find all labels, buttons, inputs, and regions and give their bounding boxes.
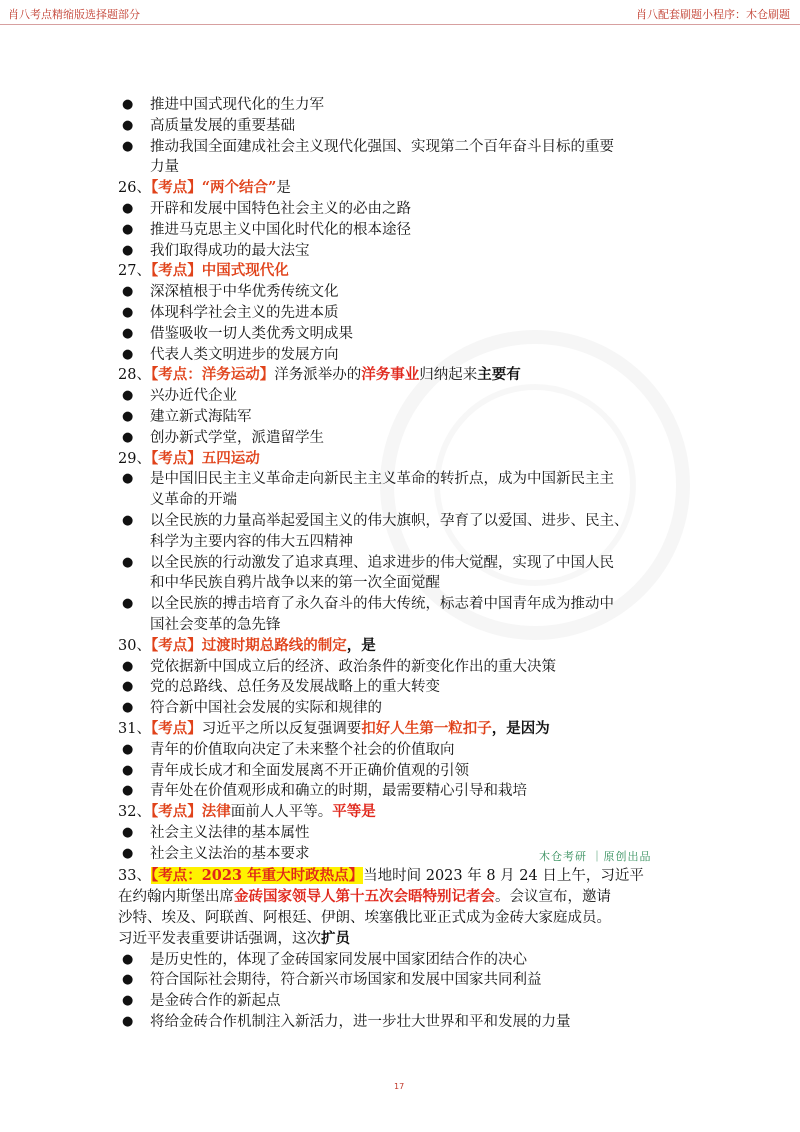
brand-stamp: 木仓考研 ｜原创出品 [539, 850, 652, 863]
bullet-item [118, 137, 698, 158]
bullet-item [118, 698, 698, 719]
topic-heading [118, 261, 698, 282]
bullet-continuation [118, 573, 698, 594]
text-run: 义革命的开端 [150, 492, 237, 509]
bullet-item [118, 823, 698, 844]
text-run: 【考点】中国式现代化 [150, 262, 289, 280]
header-left-title: 肖八考点精缩版选择题部分 [8, 8, 140, 21]
topic-heading [118, 908, 698, 929]
text-run: 我们取得成功的最大法宝 [150, 242, 310, 259]
text-run: 借鉴吸收一切人类优秀文明成果 [150, 325, 353, 342]
text-run: 是 [276, 180, 291, 197]
topic-heading [118, 866, 698, 887]
bullet-item [118, 116, 698, 137]
bullet-item [118, 594, 698, 615]
bullet-item [118, 740, 698, 761]
text-run: 青年的价值取向决定了未来整个社会的价值取向 [150, 741, 455, 758]
bullet-item [118, 386, 698, 407]
bullet-item [118, 428, 698, 449]
text-run: 青年成长成才和全面发展离不开正确价值观的引领 [150, 762, 469, 779]
text-run: 31、 [118, 720, 151, 737]
text-run: 力量 [150, 159, 179, 176]
text-run: 是历史性的，体现了金砖国家同发展中国家团结合作的决心 [150, 951, 527, 968]
text-run: 扣好人生第一粒扣子 [361, 719, 492, 737]
bullet-item [118, 241, 698, 262]
text-run: 党依据新中国成立后的经济、政治条件的新变化作出的重大决策 [150, 658, 556, 675]
text-run: 29、 [118, 450, 151, 467]
text-run: 开辟和发展中国特色社会主义的必由之路 [150, 200, 411, 217]
text-run: 深深植根于中华优秀传统文化 [150, 284, 339, 301]
header-divider [0, 24, 800, 25]
text-run: 青年处在价值观形成和确立的时期，最需要精心引导和栽培 [150, 783, 527, 800]
topic-heading [118, 802, 698, 823]
text-run: 体现科学社会主义的先进本质 [150, 304, 339, 321]
bullet-item [118, 303, 698, 324]
topic-heading [118, 365, 698, 386]
bullet-item [118, 345, 698, 366]
text-run: 【考点】法律 [150, 803, 231, 821]
document-body [118, 95, 698, 1033]
bullet-item [118, 553, 698, 574]
bullet-continuation [118, 615, 698, 636]
bullet-item [118, 324, 698, 345]
text-run: 26、 [118, 180, 151, 197]
text-run: 以全民族的力量高举起爱国主义的伟大旗帜，孕育了以爱国、进步、民主、 [150, 512, 629, 529]
text-run: 【考点：2023 年重大时政热点】 [150, 867, 364, 885]
topic-heading [118, 178, 698, 199]
text-run: ，是 [346, 636, 376, 654]
header-right-title: 肖八配套刷题小程序：木仓刷题 [636, 8, 790, 21]
text-run: 在约翰内斯堡出席 [118, 889, 234, 906]
text-run: 符合国际社会期待，符合新兴市场国家和发展中国家共同利益 [150, 972, 542, 989]
topic-heading [118, 449, 698, 470]
text-run: 建立新式海陆军 [150, 408, 252, 425]
bullet-item [118, 677, 698, 698]
bullet-item [118, 469, 698, 490]
text-run: 【考点】 [150, 719, 202, 737]
text-run: 。会议宣布，邀请 [495, 889, 611, 906]
text-run: 符合新中国社会发展的实际和规律的 [150, 700, 382, 717]
text-run: 推动我国全面建成社会主义现代化强国、实现第二个百年奋斗目标的重要 [150, 138, 614, 155]
text-run: 社会主义法律的基本属性 [150, 824, 310, 841]
bullet-item [118, 1012, 698, 1033]
text-run: 国社会变革的急先锋 [150, 616, 281, 633]
topic-heading [118, 719, 698, 740]
bullet-item [118, 781, 698, 802]
text-run: 兴办近代企业 [150, 388, 237, 405]
text-run: 科学为主要内容的伟大五四精神 [150, 533, 353, 550]
text-run: 创办新式学堂，派遣留学生 [150, 429, 324, 446]
topic-heading [118, 929, 698, 950]
bullet-item [118, 220, 698, 241]
text-run: 平等是 [332, 803, 376, 821]
text-run: 洋务事业 [361, 366, 420, 384]
text-run: 当地时间 2023 年 8 月 24 日上午，习近平 [363, 868, 644, 885]
text-run: 是中国旧民主主义革命走向新民主主义革命的转折点，成为中国新民主主 [150, 471, 614, 488]
text-run: 洋务派举办的 [274, 367, 362, 384]
text-run: 30、 [118, 637, 151, 654]
text-run: 推进马克思主义中国化时代化的根本途径 [150, 221, 411, 238]
text-run: 33、 [118, 868, 151, 885]
text-run: 面前人人平等。 [230, 804, 333, 821]
text-run: 27、 [118, 263, 151, 280]
text-run: 党的总路线、总任务及发展战略上的重大转变 [150, 679, 440, 696]
text-run: 沙特、埃及、阿联酋、阿根廷、伊朗、埃塞俄比亚正式成为金砖大家庭成员。 [118, 910, 611, 927]
bullet-item [118, 95, 698, 116]
bullet-item [118, 407, 698, 428]
text-run: 和中华民族自鸦片战争以来的第一次全面觉醒 [150, 575, 440, 592]
text-run: 习近平发表重要讲话强调，这次 [118, 930, 321, 947]
bullet-continuation [118, 490, 698, 511]
text-run: 归纳起来 [419, 367, 478, 384]
text-run: 习近平之所以反复强调要 [201, 720, 362, 737]
bullet-item [118, 282, 698, 303]
bullet-item [118, 199, 698, 220]
bullet-item [118, 970, 698, 991]
bullet-item [118, 511, 698, 532]
bullet-item [118, 761, 698, 782]
bullet-continuation [118, 157, 698, 178]
bullet-item [118, 991, 698, 1012]
text-run: 是金砖合作的新起点 [150, 993, 281, 1010]
text-run: 金砖国家领导人第十五次会晤特别记者会 [234, 888, 495, 906]
text-run: 28、 [118, 367, 151, 384]
page-number: 17 [394, 1082, 405, 1091]
topic-heading [118, 887, 698, 908]
text-run: 代表人类文明进步的发展方向 [150, 346, 339, 363]
text-run: 扩员 [321, 929, 350, 947]
text-run: 以全民族的搏击培育了永久奋斗的伟大传统，标志着中国青年成为推动中 [150, 596, 614, 613]
text-run: 主要有 [477, 366, 521, 384]
text-run: 推进中国式现代化的生力军 [150, 97, 324, 113]
text-run: 【考点】“两个结合” [150, 179, 277, 197]
text-run: 社会主义法治的基本要求 [150, 845, 310, 862]
topic-heading [118, 636, 698, 657]
text-run: 将给金砖合作机制注入新活力，进一步壮大世界和平和发展的力量 [150, 1014, 571, 1031]
text-run: 【考点】五四运动 [150, 449, 260, 467]
text-run: 32、 [118, 804, 151, 821]
text-run: 以全民族的行动激发了追求真理、追求进步的伟大觉醒，实现了中国人民 [150, 554, 614, 571]
text-run: 【考点：洋务运动】 [150, 366, 275, 384]
text-run: 高质量发展的重要基础 [150, 117, 295, 134]
bullet-continuation [118, 532, 698, 553]
bullet-item [118, 657, 698, 678]
text-run: ，是因为 [491, 719, 550, 737]
text-run: 【考点】过渡时期总路线的制定 [150, 636, 347, 654]
bullet-item [118, 950, 698, 971]
